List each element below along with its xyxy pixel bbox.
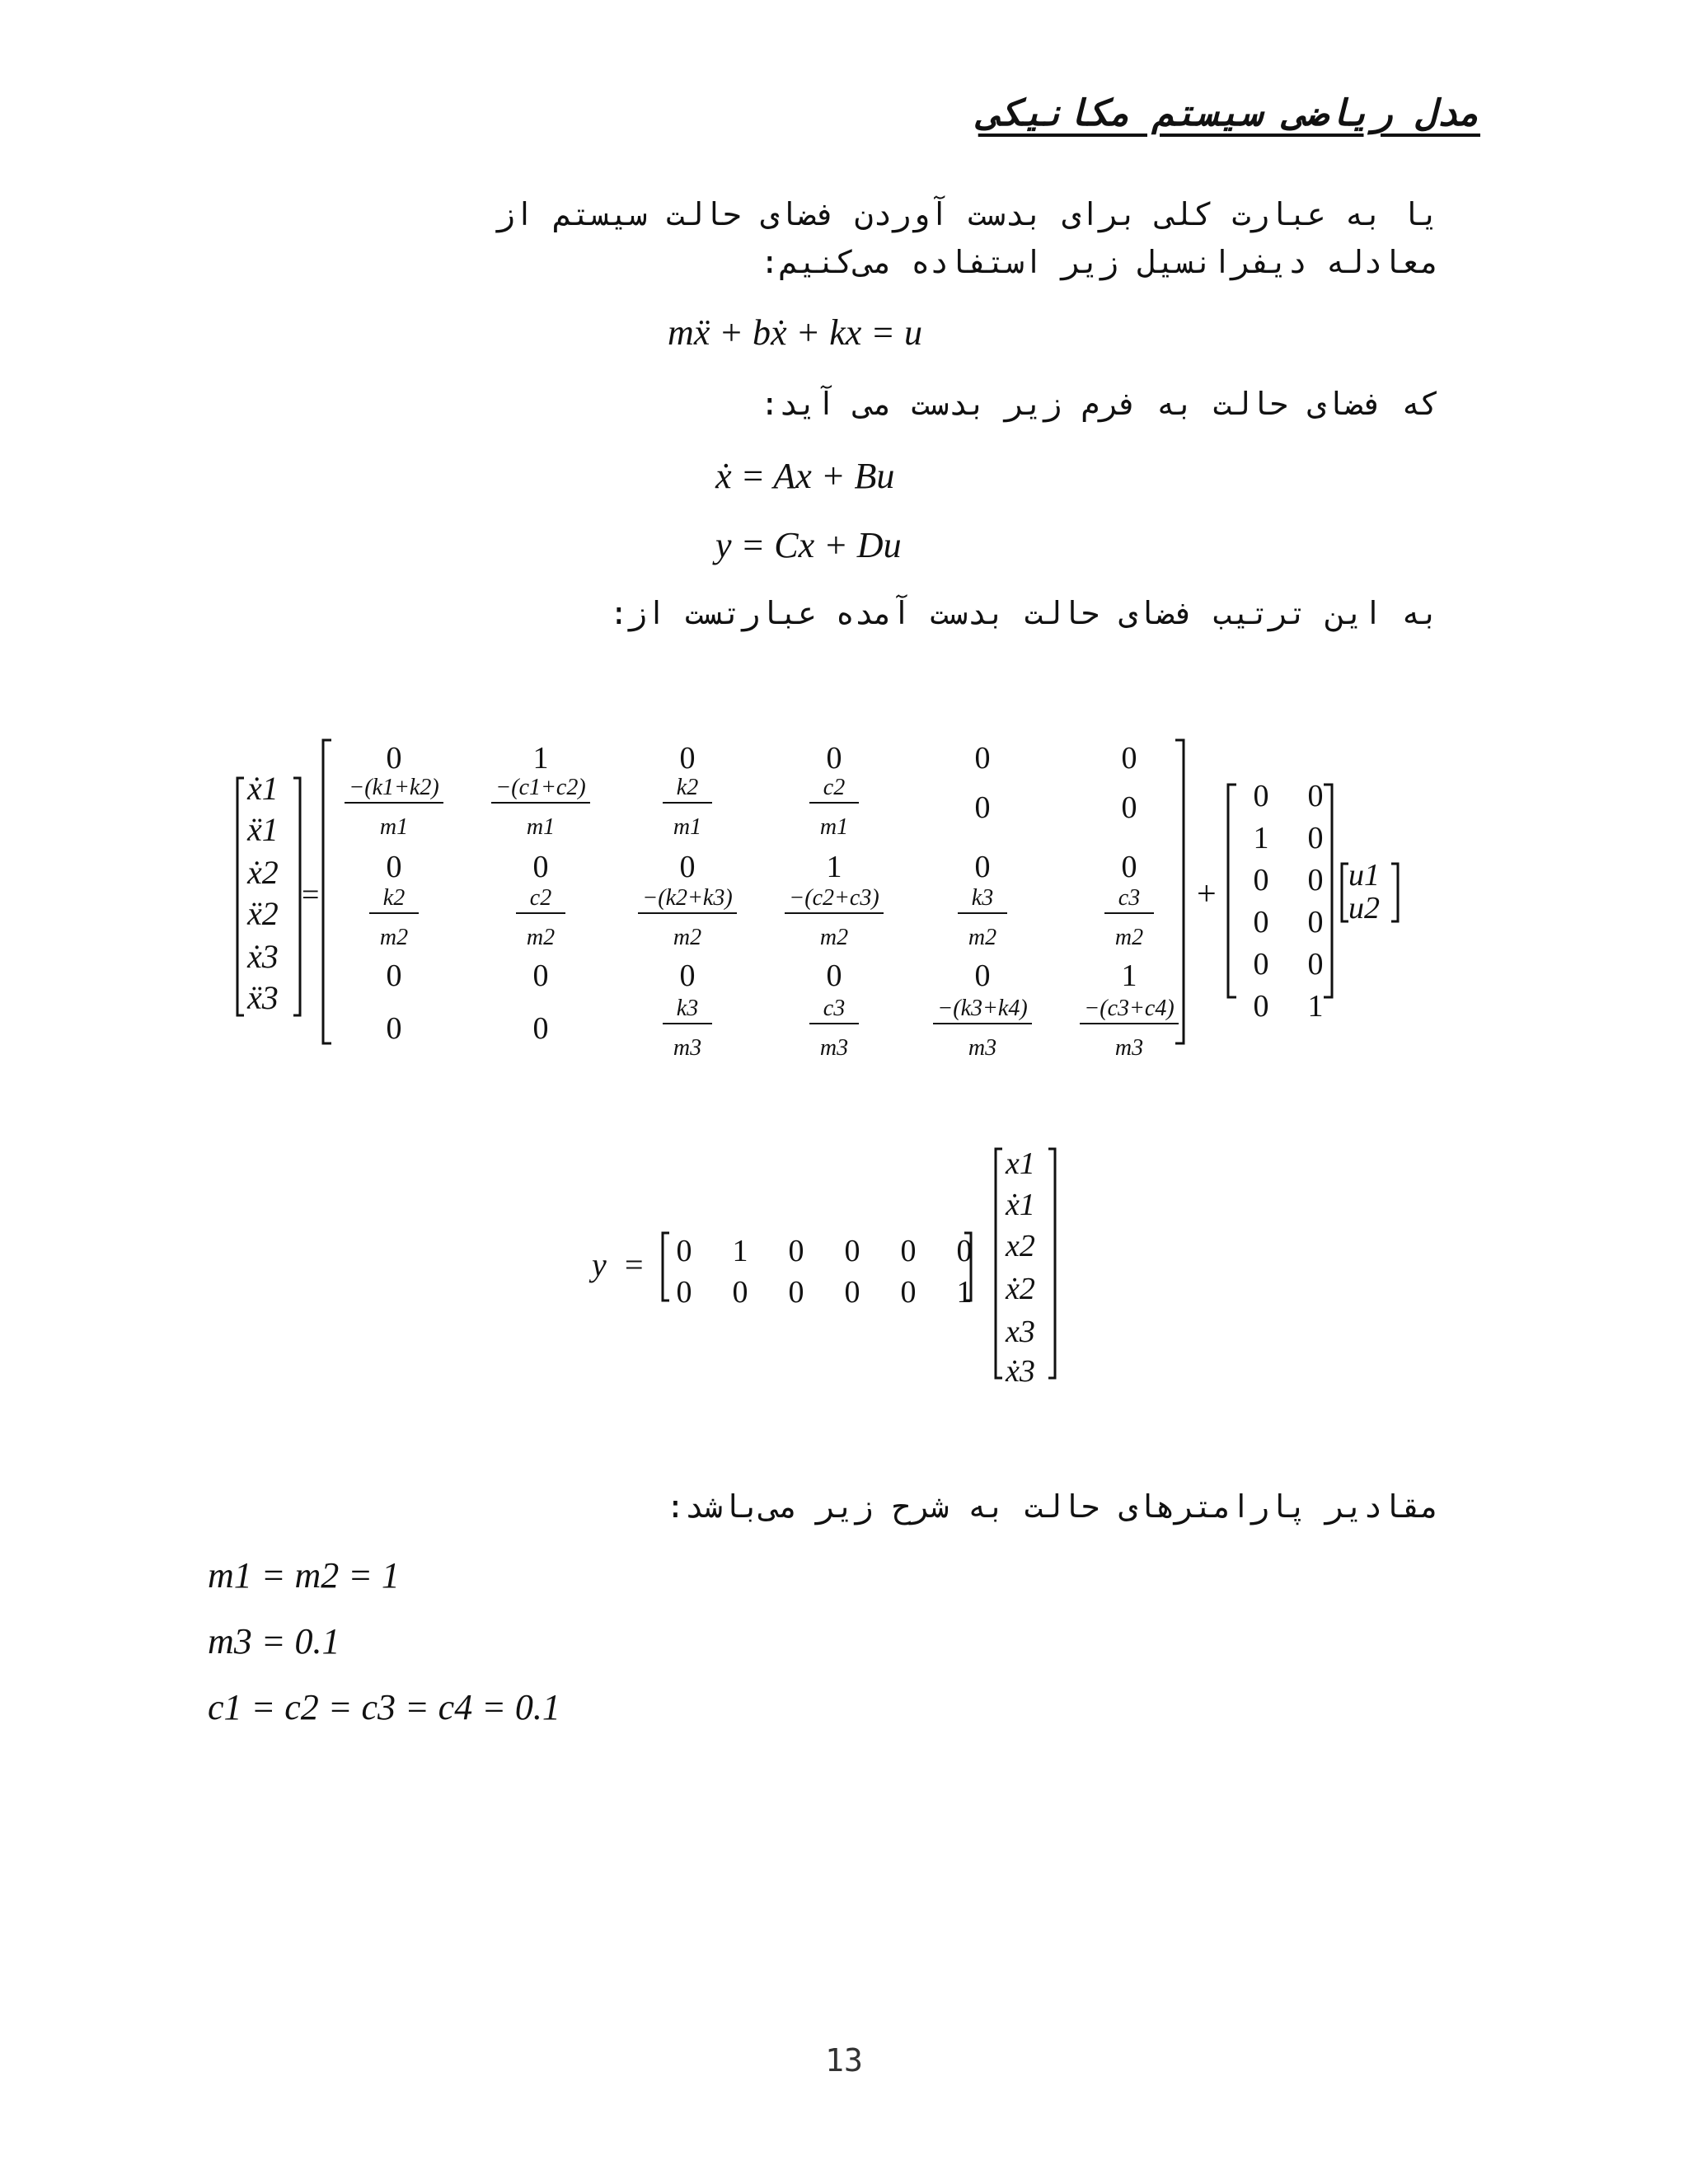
lhs-entry: ẍ1: [247, 811, 279, 848]
parameters-intro: مقادیر پارامترهای حالت به شرح زیر می‌باشد:: [666, 1488, 1439, 1525]
matrix-b-entry: 1: [1253, 821, 1269, 855]
matrix-a-denominator: m2: [819, 925, 849, 950]
matrix-b: [1254, 779, 1324, 1024]
lhs-entry: ẍ2: [247, 895, 279, 932]
matrix-a: [345, 741, 1179, 1061]
matrix-a-entry: 0: [386, 1011, 402, 1046]
parameter-line: m1 = m2 = 1: [208, 1555, 400, 1596]
matrix-c-entry: 1: [732, 1234, 748, 1268]
matrix-a-denominator: m2: [1114, 925, 1144, 950]
matrix-a-denominator: m3: [1114, 1035, 1144, 1061]
matrix-c-entry: 1: [956, 1275, 973, 1310]
matrix-b-right-bracket: [1324, 785, 1332, 997]
x-entry: ẋ2: [1006, 1272, 1035, 1306]
state-equation-general: ẋ = Ax + Bu: [715, 456, 895, 496]
matrix-c-left-bracket: [663, 1233, 669, 1301]
matrix-a-denominator: m1: [819, 814, 849, 840]
differential-equation: mẍ + bẋ + kx = u: [668, 312, 922, 353]
x-entry: x1: [1006, 1146, 1035, 1181]
matrix-a-entry: 0: [1121, 741, 1137, 776]
matrix-b-entry: 0: [1253, 905, 1269, 940]
x-entry: ẋ3: [1006, 1354, 1035, 1389]
matrix-b-entry: 0: [1253, 989, 1269, 1024]
matrix-a-numerator: c3: [823, 996, 846, 1021]
matrix-a-entry: 0: [679, 958, 696, 993]
parameter-line: c1 = c2 = c3 = c4 = 0.1: [208, 1687, 560, 1727]
x-vector-right-bracket: [1048, 1149, 1055, 1378]
x-entry: ẋ1: [1006, 1188, 1035, 1222]
matrix-b-entry: 0: [1307, 821, 1324, 855]
matrix-c-entry: 0: [844, 1234, 860, 1268]
page-number: 13: [825, 2042, 863, 2079]
lhs-vector: [237, 770, 300, 1016]
lhs-entry: ẋ1: [247, 770, 279, 807]
intro-line-1: یا به عبارت کلی برای بدست آوردن فضای حالت سیستم از: [496, 196, 1439, 232]
matrix-a-numerator: −(k3+k4): [937, 996, 1028, 1021]
output-equals-sign: =: [625, 1246, 644, 1283]
matrix-b-entry: 0: [1307, 905, 1324, 940]
matrix-a-right-bracket: [1175, 740, 1184, 1043]
matrix-c-entry: 0: [676, 1234, 692, 1268]
matrix-a-entry: 0: [532, 850, 549, 884]
matrix-a-denominator: m2: [968, 925, 997, 950]
matrix-b-entry: 0: [1307, 947, 1324, 982]
matrix-a-denominator: m3: [819, 1035, 849, 1061]
matrix-a-denominator: m2: [673, 925, 702, 950]
matrix-a-entry: 1: [1121, 958, 1137, 993]
matrix-a-numerator: k2: [676, 775, 699, 800]
matrix-c-entry: 0: [900, 1234, 917, 1268]
matrix-a-entry: 0: [1121, 790, 1137, 825]
matrix-a-denominator: m3: [968, 1035, 997, 1061]
x-vector: [1005, 1146, 1035, 1389]
matrix-c-entry: 0: [676, 1275, 692, 1310]
lhs-entry: ẋ2: [247, 854, 279, 891]
matrix-b-entry: 0: [1307, 863, 1324, 898]
u-entry: u1: [1348, 858, 1380, 893]
matrix-c-entry: 0: [900, 1275, 917, 1310]
matrix-a-numerator: k3: [676, 996, 699, 1021]
x-entry: x2: [1006, 1229, 1035, 1263]
matrix-a-denominator: m3: [673, 1035, 702, 1061]
matrix-a-entry: 1: [532, 741, 549, 776]
matrix-a-entry: 0: [974, 741, 991, 776]
matrix-a-entry: 0: [679, 741, 696, 776]
matrix-a-entry: 1: [826, 850, 842, 884]
matrix-c: [677, 1234, 973, 1310]
output-y-label: y: [592, 1246, 607, 1283]
x-vector-left-bracket: [996, 1149, 1002, 1378]
matrix-c-entry: 0: [844, 1275, 860, 1310]
matrix-a-entry: 0: [679, 850, 696, 884]
matrix-a-numerator: −(k2+k3): [642, 885, 733, 911]
matrix-a-left-bracket: [323, 740, 331, 1043]
matrix-b-entry: 1: [1307, 989, 1324, 1024]
lhs-right-bracket: [293, 778, 300, 1015]
matrix-a-numerator: −(k1+k2): [349, 775, 439, 800]
parameter-line: m3 = 0.1: [208, 1621, 340, 1661]
matrix-a-numerator: c2: [529, 885, 552, 911]
matrix-c-entry: 0: [788, 1275, 804, 1310]
matrix-a-entry: 0: [386, 741, 402, 776]
matrix-c-entry: 0: [732, 1275, 748, 1310]
matrix-a-numerator: c2: [823, 775, 846, 800]
matrix-b-entry: 0: [1253, 779, 1269, 813]
matrix-a-entry: 0: [974, 790, 991, 825]
plus-sign: +: [1197, 875, 1217, 913]
matrix-a-entry: 0: [532, 1011, 549, 1046]
matrix-a-denominator: m2: [526, 925, 556, 950]
arrangement-text: به این ترتیب فضای حالت بدست آمده عبارتست از:: [609, 595, 1439, 631]
state-space-intro: که فضای حالت به فرم زیر بدست می آید:: [760, 386, 1439, 422]
lhs-left-bracket: [237, 778, 244, 1015]
matrix-a-entry: 0: [974, 850, 991, 884]
matrix-a-entry: 0: [532, 958, 549, 993]
equals-sign: =: [302, 878, 320, 912]
matrix-a-numerator: k2: [382, 885, 406, 911]
matrix-a-entry: 0: [1121, 850, 1137, 884]
matrix-a-numerator: −(c1+c2): [495, 775, 586, 800]
matrix-a-numerator: c3: [1118, 885, 1141, 911]
matrix-c-entry: 0: [788, 1234, 804, 1268]
matrix-b-left-bracket: [1228, 785, 1236, 997]
matrix-a-entry: 0: [386, 958, 402, 993]
lhs-entry: ẋ3: [247, 938, 279, 975]
x-entry: x3: [1006, 1315, 1035, 1349]
matrix-a-entry: 0: [974, 958, 991, 993]
matrix-a-denominator: m1: [526, 814, 556, 840]
matrix-a-entry: 0: [386, 850, 402, 884]
matrix-c-entry: 0: [956, 1234, 973, 1268]
matrix-a-numerator: −(c2+c3): [789, 885, 879, 911]
matrix-b-entry: 0: [1253, 863, 1269, 898]
matrix-a-entry: 0: [826, 958, 842, 993]
output-equation-general: y = Cx + Du: [715, 525, 902, 565]
u-entry: u2: [1348, 891, 1380, 926]
u-left-bracket: [1342, 864, 1348, 921]
u-right-bracket: [1391, 864, 1398, 921]
matrix-a-denominator: m2: [379, 925, 409, 950]
matrix-a-denominator: m1: [673, 814, 702, 840]
lhs-entry: ẍ3: [247, 979, 279, 1016]
matrix-a-numerator: k3: [971, 885, 994, 911]
page-title: مدل ریاضی سیستم مکانیکی: [978, 92, 1480, 134]
matrix-a-entry: 0: [826, 741, 842, 776]
intro-line-2: معادله دیفرانسیل زیر استفاده می‌کنیم:: [760, 244, 1439, 280]
matrix-b-entry: 0: [1253, 947, 1269, 982]
matrix-b-entry: 0: [1307, 779, 1324, 813]
matrix-a-denominator: m1: [379, 814, 409, 840]
matrix-a-numerator: −(c3+c4): [1084, 996, 1175, 1021]
